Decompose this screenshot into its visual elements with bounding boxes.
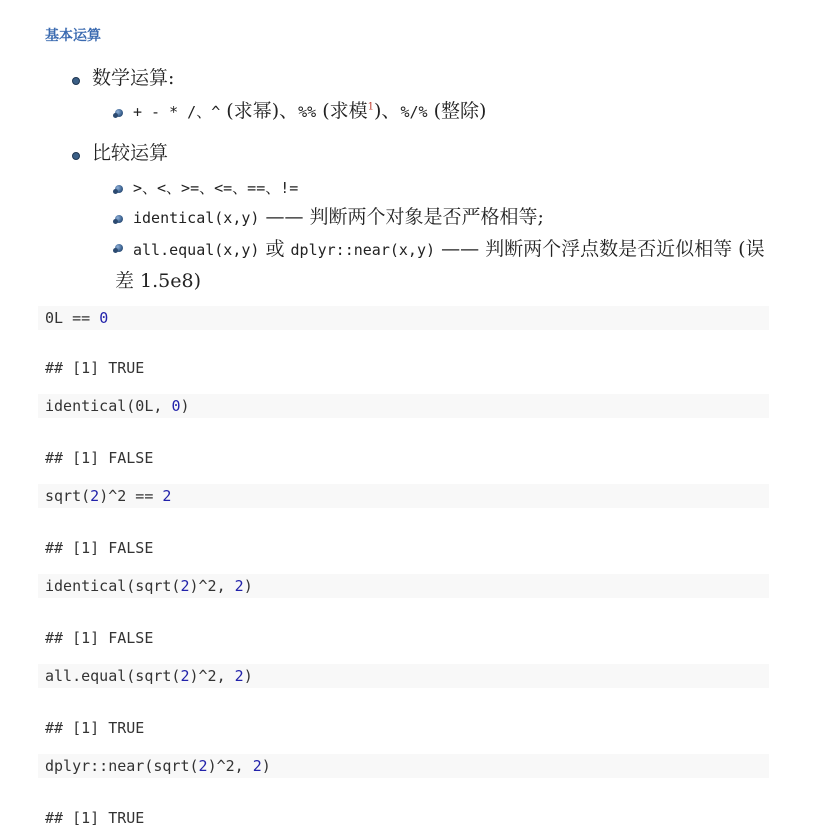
footnote-link[interactable]: 1 [367,101,375,113]
intdiv-operator-code: %/% [400,103,428,121]
section-heading: 基本运算 [45,28,101,44]
comparison-operators-code: >、<、>=、<=、==、!= [133,179,299,197]
bullet-dot-icon [72,152,80,160]
all-equal-code: all.equal(x,y) [133,241,260,259]
text-mod: (求模 [316,100,368,122]
code-block: sqrt(2)^2 == 2 [38,484,769,508]
code-block: dplyr::near(sqrt(2)^2, 2) [38,754,769,778]
bullet-comparison-ops [72,141,168,165]
sub-bullet-dot-icon [115,244,123,252]
code-block: identical(sqrt(2)^2, 2) [38,574,769,598]
sub-bullet-math-operators [115,99,486,124]
text-or: 或 [259,238,291,260]
bullet-label: 比较运算 [92,142,169,164]
operators-code: + - * /、^ [133,103,221,121]
text-intdiv: (整除) [427,100,487,122]
sub-bullet-comparison-operators [115,175,298,200]
code-output: ## [1] TRUE [45,719,145,737]
bullet-label: 数学运算: [92,67,175,89]
sub-bullet-dot-icon [115,215,123,223]
code-output: ## [1] FALSE [45,629,154,647]
mod-operator-code: %% [298,103,317,121]
sub-bullet-dot-icon [115,109,123,117]
all-equal-description: —— 判断两个浮点数是否近似相等 (误差 1.5e8) [115,238,765,292]
sub-bullet-all-equal [115,234,765,297]
dplyr-near-code: dplyr::near(x,y) [290,241,436,259]
sub-bullet-dot-icon [115,185,123,193]
sub-bullet-identical [115,205,544,230]
code-block: identical(0L, 0) [38,394,769,418]
code-output: ## [1] FALSE [45,449,154,467]
code-output: ## [1] TRUE [45,809,145,827]
text-power: (求幂)、 [220,100,299,122]
bullet-math-ops [72,66,174,90]
bullet-dot-icon [72,77,80,85]
identical-code: identical(x,y) [133,209,260,227]
code-output: ## [1] TRUE [45,359,145,377]
code-output: ## [1] FALSE [45,539,154,557]
text-separator: )、 [374,100,401,122]
code-block: 0L == 0 [38,306,769,330]
code-block: all.equal(sqrt(2)^2, 2) [38,664,769,688]
identical-description: —— 判断两个对象是否严格相等; [259,206,544,228]
